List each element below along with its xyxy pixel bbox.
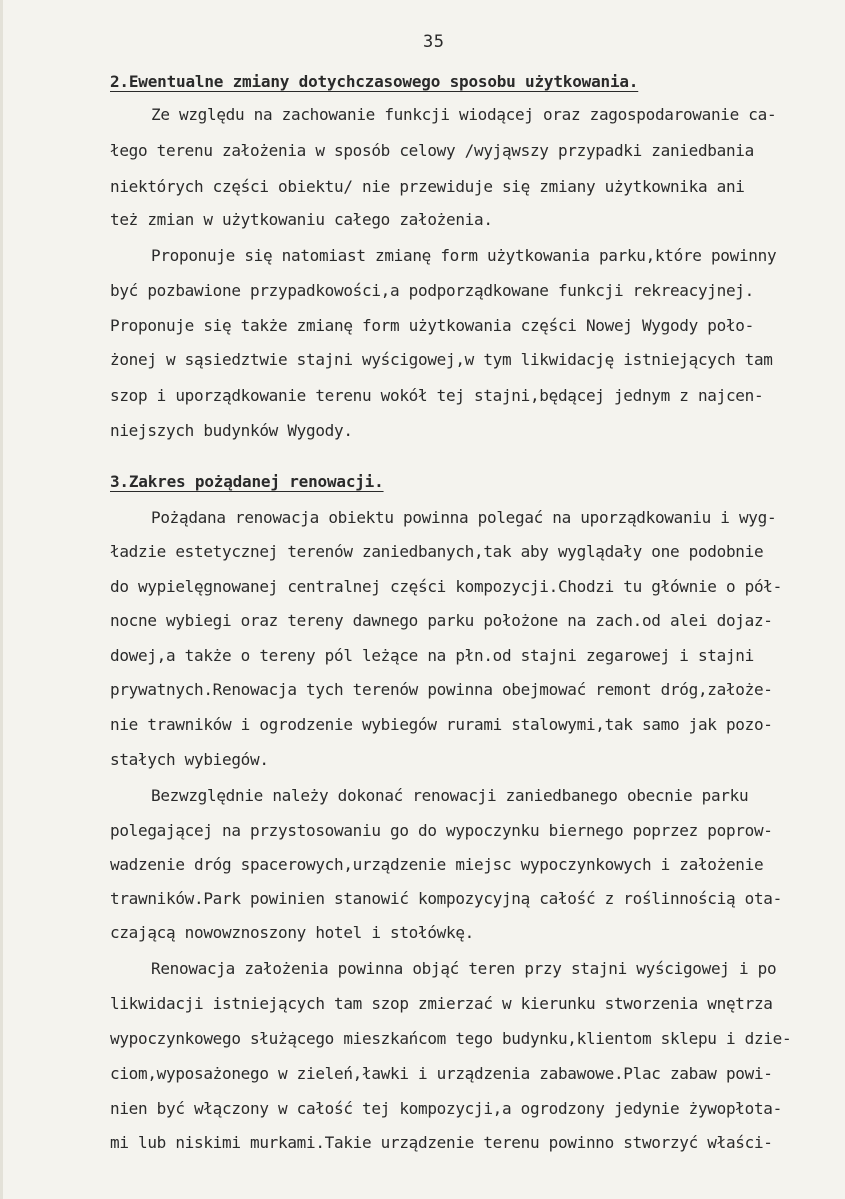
text-line: trawników.Park powinien stanowić kompozycyjną całość z roślinnością ota- [110,889,782,908]
text-line: niektórych części obiektu/ nie przewiduje się zmiany użytkownika ani [110,177,745,196]
text-line: wypoczynkowego służącego mieszkańcom tego budynku,klientom sklepu i dzie- [110,1029,792,1048]
text-line: nien być włączony w całość tej kompozycji,a ogrodzony jedynie żywopłota- [110,1099,782,1118]
text-line: szop i uporządkowanie terenu wokół tej stajni,będącej jednym z najcen- [110,386,764,405]
text-line: łego terenu założenia w sposób celowy /wyjąwszy przypadki zaniedbania [110,141,754,160]
text-line: niejszych budynków Wygody. [110,421,353,440]
section-3-heading: 3.Zakres pożądanej renowacji. [110,472,384,491]
text-line: stałych wybiegów. [110,750,269,769]
text-line: Bezwzględnie należy dokonać renowacji zaniedbanego obecnie parku [151,786,749,805]
text-line: ładzie estetycznej terenów zaniedbanych,tak aby wyglądały one podobnie [110,542,764,561]
text-line: wadzenie dróg spacerowych,urządzenie miejsc wypoczynkowych i założenie [110,855,764,874]
text-line: polegającej na przystosowaniu go do wypoczynku biernego poprzez poprow- [110,821,773,840]
text-line: Pożądana renowacja obiektu powinna polegać na uporządkowaniu i wyg- [151,508,777,527]
text-line: do wypielęgnowanej centralnej części kompozycji.Chodzi tu głównie o pół- [110,577,782,596]
text-line: czającą nowowznoszony hotel i stołówkę. [110,923,474,942]
text-line: ciom,wyposażonego w zieleń,ławki i urządzenia zabawowe.Plac zabaw powi- [110,1064,773,1083]
text-line: Proponuje się także zmianę form użytkowania części Nowej Wygody poło- [110,316,754,335]
text-line: Proponuje się natomiast zmianę form użytkowania parku,które powinny [151,246,777,265]
text-line: nocne wybiegi oraz tereny dawnego parku położone na zach.od alei dojaz- [110,611,773,630]
text-line: likwidacji istniejących tam szop zmierzać w kierunku stworzenia wnętrza [110,994,773,1013]
text-line: też zmian w użytkowaniu całego założenia. [110,210,493,229]
text-line: mi lub niskimi murkami.Takie urządzenie terenu powinno stworzyć właści- [110,1133,773,1152]
text-line: żonej w sąsiedztwie stajni wyścigowej,w tym likwidację istniejących tam [110,350,773,369]
text-line: nie trawników i ogrodzenie wybiegów rurami stalowymi,tak samo jak pozo- [110,715,773,734]
text-line: dowej,a także o tereny pól leżące na płn.od stajni zegarowej i stajni [110,646,754,665]
text-line: być pozbawione przypadkowości,a podporządkowane funkcji rekreacyjnej. [110,281,754,300]
text-line: Ze względu na zachowanie funkcji wiodącej oraz zagospodarowanie ca- [151,105,777,124]
page-number: 35 [423,32,445,52]
text-line: prywatnych.Renowacja tych terenów powinna obejmować remont dróg,założe- [110,680,773,699]
text-line: Renowacja założenia powinna objąć teren przy stajni wyścigowej i po [151,959,777,978]
section-2-heading: 2.Ewentualne zmiany dotychczasowego sposobu użytkowania. [110,72,639,91]
